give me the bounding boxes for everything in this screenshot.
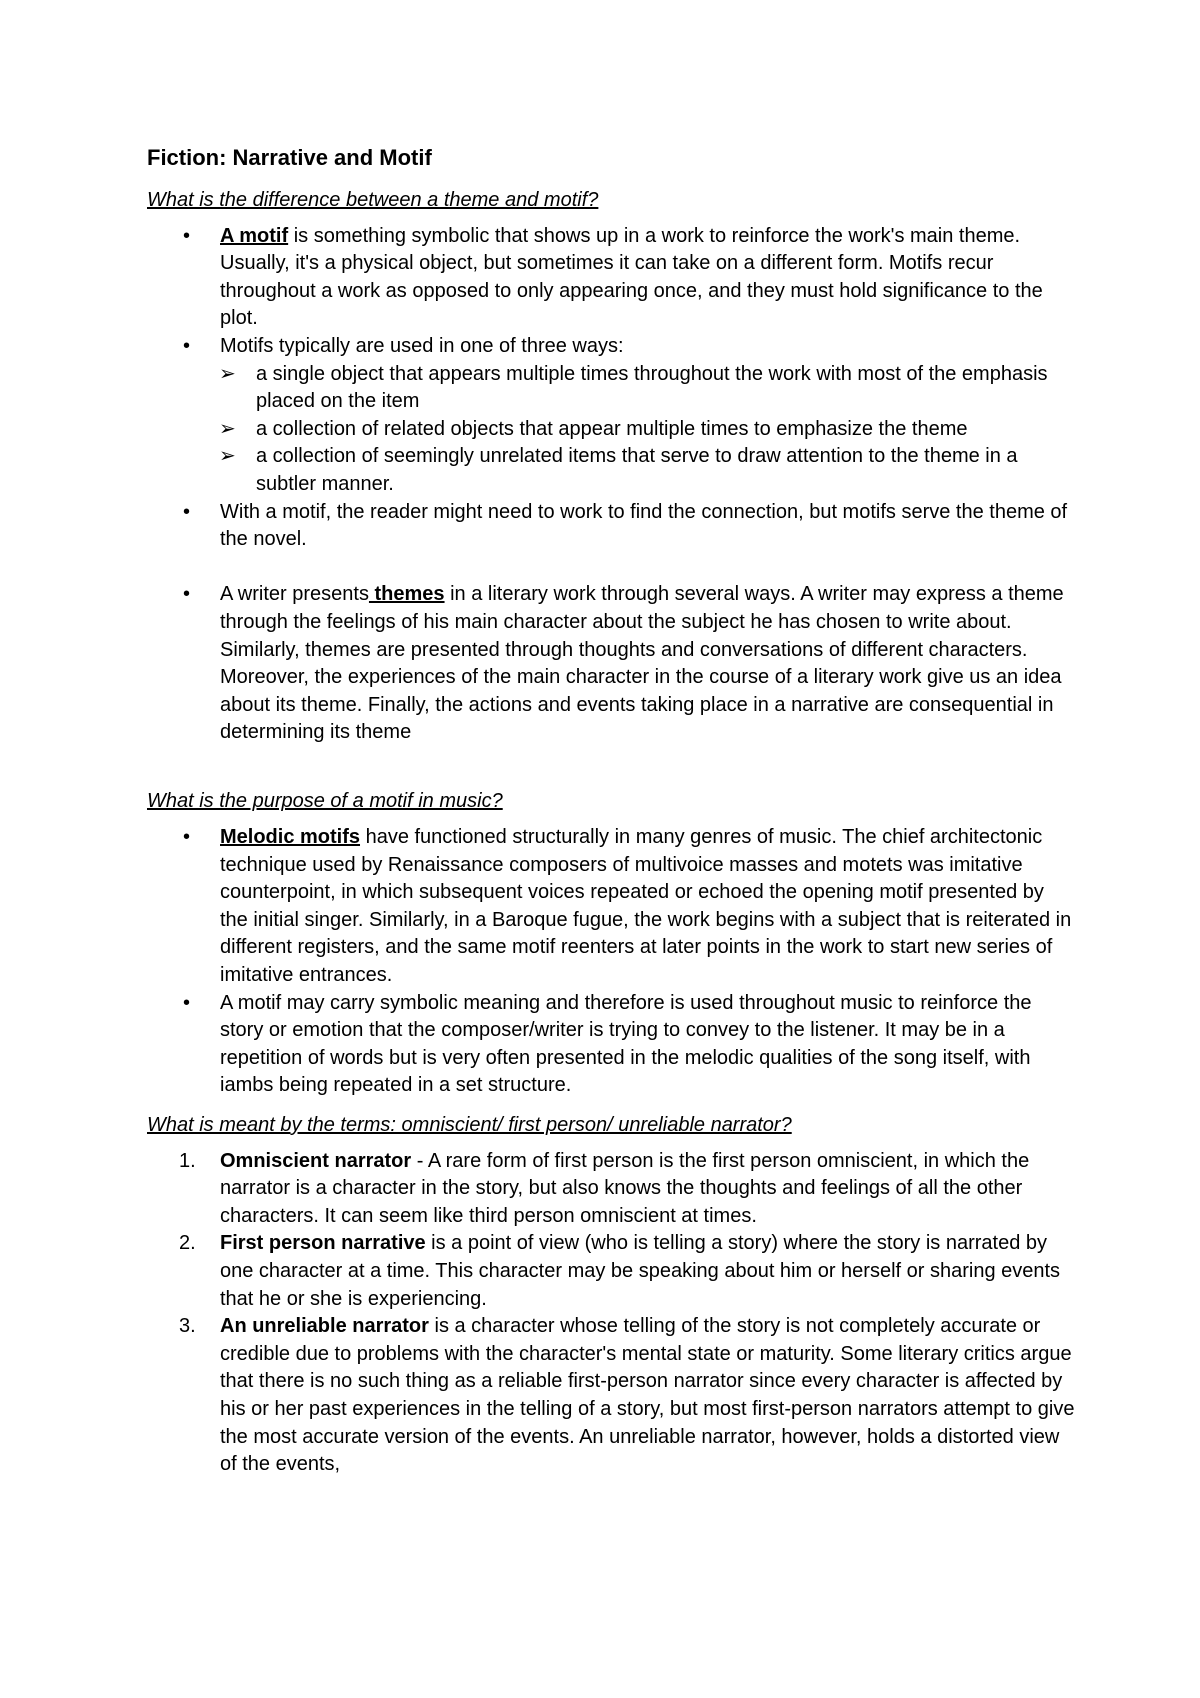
sub-list-item: [147, 416, 1077, 444]
list-item: [147, 824, 1077, 990]
question-motif-in-music: What is the purpose of a motif in music?: [147, 790, 503, 813]
item-text: A motif may carry symbolic meaning and therefore is used throughout music to reinforce the story or emotion that the composer/writer is trying to convey to the listener. It may be in a repetition of words but is very often presented in the melodic qualities of the song itself, with iambs being repeated in a set structure.: [220, 991, 1032, 1097]
item-text: - A rare form of first person is the first person omniscient, in which the narrator is a character in the story, but also knows the thoughts and feelings of all the other characters. It can seem like third person omniscient at times.: [220, 1149, 1030, 1227]
sub-item-text: a collection of seemingly unrelated items that serve to draw attention to the theme in a subtler manner.: [256, 445, 1018, 495]
item-number: 1.: [179, 1149, 196, 1172]
question-theme-vs-motif: What is the difference between a theme and motif?: [147, 189, 599, 211]
numbered-item: [147, 1313, 1077, 1479]
bullet-list-music: [147, 824, 1077, 1100]
blank-line: [147, 554, 1077, 582]
sub-item-text: a single object that appears multiple times throughout the work with most of the emphasis placed on the item: [256, 362, 1048, 413]
blank-line: [147, 774, 1077, 788]
document-content: [147, 143, 1077, 1479]
item-text: With a motif, the reader might need to work to find the connection, but motifs serve the theme of the novel.: [220, 500, 1068, 551]
arrow-bullet-icon: ➢: [219, 445, 236, 468]
list-item: [147, 581, 1077, 747]
list-item: [147, 223, 1077, 333]
term-themes: themes: [368, 583, 445, 606]
item-text: Motifs typically are used in one of three ways:: [220, 334, 624, 357]
arrow-bullet-icon: ➢: [219, 362, 236, 385]
numbered-list-narrators: [147, 1148, 1077, 1479]
item-text: is a point of view (who is telling a story) where the story is narrated by one character at a time. This character may be speaking about him or herself or sharing events that he or she is experiencing.: [220, 1232, 1061, 1310]
sub-list-item: [147, 443, 1077, 498]
list-item: [147, 499, 1077, 554]
numbered-item: [147, 1230, 1077, 1313]
question-narrator-terms: What is meant by the terms: omniscient/ first person/ unreliable narrator?: [147, 1114, 792, 1136]
term-first-person-narrative: First person narrative: [220, 1232, 426, 1255]
item-number: 2.: [179, 1232, 196, 1255]
blank-line: [147, 747, 1077, 775]
term-unreliable-narrator: An unreliable narrator: [220, 1315, 429, 1338]
list-item: [147, 990, 1077, 1100]
page-title: Fiction: Narrative and Motif: [147, 145, 432, 170]
numbered-item: [147, 1148, 1077, 1231]
item-text: is something symbolic that shows up in a work to reinforce the work's main theme. Usually, it's a physical object, but sometimes it can take on a different form. Motifs recur throughout a work as opposed to only appearing once, and they must hold significance to the plot.: [220, 224, 1043, 330]
item-number: 3.: [179, 1315, 196, 1338]
item-text: in a literary work through several ways. A writer may express a theme through the feelings of his main character about the subject he has chosen to write about. Similarly, themes are presented through thoughts and conversations of different characters. Moreover, the experiences of the main character in the course of a literary work give us an idea about its theme. Finally, the actions and events taking place in a narrative are consequential in determining its theme: [220, 583, 1064, 744]
item-text: have functioned structurally in many genres of music. The chief architectonic technique used by Renaissance composers of multivoice masses and motets was imitative counterpoint, in which subsequent voices repeated or echoed the opening motif presented by the initial singer. Similarly, in a Baroque fugue, the work begins with a subject that is reiterated in different registers, and the same motif reenters at later points in the work to start new series of imitative entrances.: [220, 826, 1072, 987]
list-item: [147, 333, 1077, 361]
sub-list-item: [147, 361, 1077, 416]
item-text: is a character whose telling of the story is not completely accurate or credible due to problems with the character's mental state or maturity. Some literary critics argue that there is no such thing as a reliable first-person narrator since every character is affected by his or her past experiences in the telling of a story, but most first-person narrators attempt to give the most accurate version of the events. An unreliable narrator, however, holds a distorted view of the events,: [220, 1315, 1075, 1476]
term-motif: A motif: [220, 224, 289, 247]
term-omniscient-narrator: Omniscient narrator: [220, 1149, 412, 1172]
sub-item-text: a collection of related objects that appear multiple times to emphasize the theme: [256, 417, 968, 440]
bullet-list-motif: [147, 223, 1077, 747]
term-melodic-motifs: Melodic motifs: [220, 826, 361, 849]
arrow-bullet-icon: ➢: [219, 417, 236, 440]
item-text: A writer presents: [220, 583, 369, 606]
